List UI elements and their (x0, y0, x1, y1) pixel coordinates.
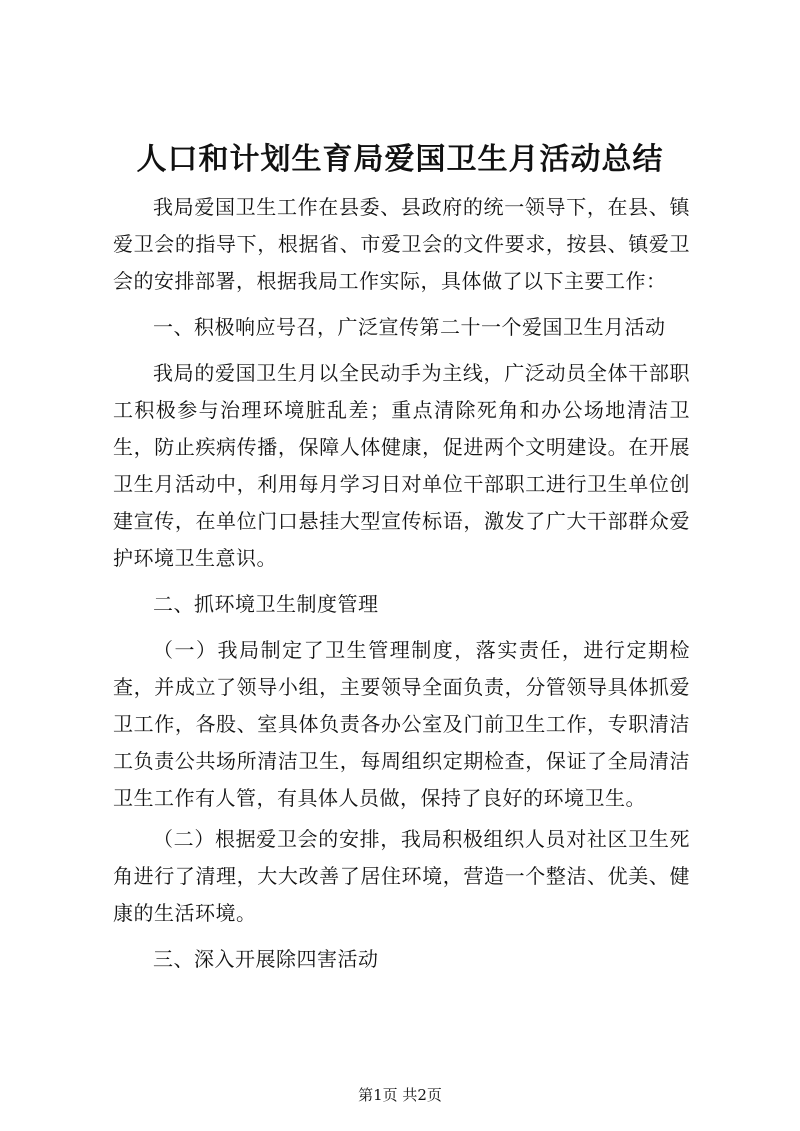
page-number-footer: 第1页 共2页 (358, 1086, 442, 1104)
section-heading-2: 二、抓环境卫生制度管理 (153, 592, 379, 616)
paragraph-section-2-item-1: （一）我局制定了卫生管理制度，落实责任，进行定期检查，并成立了领导小组，主要领导全面负责，分管领导具体抓爱卫工作，各股、室具体负责各办公室及门前卫生工作，专职清洁工负责公共场所清洁卫生，每周组织定期检查，保证了全局清洁卫生工作有人管，有具体人员做，保持了良好的环境卫生。 (113, 638, 690, 810)
paragraph-section-1: 我局的爱国卫生月以全民动手为主线，广泛动员全体干部职工积极参与治理环境脏乱差；重点清除死角和办公场地清洁卫生，防止疾病传播，保障人体健康，促进两个文明建设。在开展卫生月活动中，利用每月学习日对单位干部职工进行卫生单位创建宣传，在单位门口悬挂大型宣传标语，激发了广大干部群众爱护环境卫生意识。 (113, 361, 690, 570)
paragraph-section-2-item-2: （二）根据爱卫会的安排，我局积极组织人员对社区卫生死角进行了清理，大大改善了居住环境，营造一个整洁、优美、健康的生活环境。 (113, 827, 690, 925)
page-title: 人口和计划生育局爱国卫生月活动总结 (136, 142, 664, 177)
document-body (113, 189, 690, 987)
paragraph-intro: 我局爱国卫生工作在县委、县政府的统一领导下，在县、镇爱卫会的指导下，根据省、市爱卫会的文件要求，按县、镇爱卫会的安排部署，根据我局工作实际，具体做了以下主要工作： (113, 195, 690, 293)
section-heading-1: 一、积极响应号召，广泛宣传第二十一个爱国卫生月活动 (153, 315, 666, 339)
section-heading-3: 三、深入开展除四害活动 (153, 947, 379, 971)
